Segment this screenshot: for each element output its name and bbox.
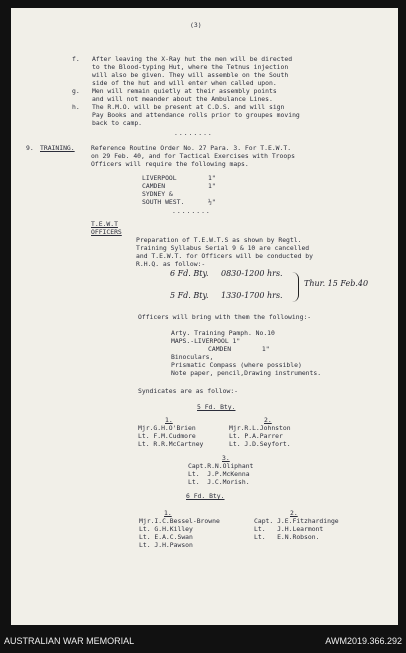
syndicate-member: Lt. J.D.Seyfort. (229, 440, 291, 448)
map-scale: ½" (208, 198, 216, 206)
tewt-line-3: and T.E.W.T. for Officers will be conducted by (136, 252, 313, 260)
item-f-label: f. (72, 55, 80, 63)
item-g-label: g. (72, 87, 80, 95)
syndicate-member: Lt. F.M.Cudmore (138, 432, 196, 440)
archive-footer (0, 627, 406, 653)
item-h-line-1: The R.M.O. will be present at C.D.S. and will sign (92, 103, 285, 111)
syndicate-member: Lt. J.C.Morish. (188, 478, 250, 486)
training-line-3: Officers will require the following maps. (91, 160, 249, 168)
bring-intro: Officers will bring with them the following:- (138, 313, 312, 321)
map-name: LIVERPOOL (142, 174, 177, 182)
syndicate-number: 2. (290, 509, 298, 517)
syndicate-member: Lt. G.H.Killey (139, 525, 193, 533)
item-f-line-4: side of the hut and will enter when called upon. (92, 79, 277, 87)
tewt-subheading: OFFICERS (91, 228, 122, 236)
section-divider: ........ (172, 207, 211, 215)
training-line-2: on 29 Feb. 40, and for Tactical Exercises with Troops (91, 152, 295, 160)
syndicate-number: 2. (264, 416, 272, 424)
training-heading: TRAINING. (40, 144, 75, 152)
bring-item: Binoculars, (171, 353, 214, 361)
schedule-time: 0830-1200 hrs. (221, 269, 283, 278)
schedule-brace (292, 272, 299, 302)
item-h-label: h. (72, 103, 80, 111)
battery-6-heading: 6 Fd. Bty. (186, 492, 225, 500)
item-g-line-2: and will not meander about the Ambulance Lines. (92, 95, 273, 103)
syndicate-member: Mjr.G.H.O'Brien (138, 424, 196, 432)
item-f-line-3: will also be given. They will assemble on the South (92, 71, 289, 79)
schedule-battery: 5 Fd. Bty. (170, 291, 209, 300)
footer-accession-number: AWM2019.366.292 (325, 636, 402, 646)
tewt-heading: T.E.W.T (91, 220, 118, 228)
syndicate-member: Mjr.I.C.Bessel-Browne (139, 517, 220, 525)
schedule-battery: 6 Fd. Bty. (170, 269, 209, 278)
syndicate-number: 1. (165, 416, 173, 424)
syndicate-number: 1. (164, 509, 172, 517)
item-g-line-1: Men will remain quietly at their assembly points (92, 87, 277, 95)
item-h-line-3: back to camp. (92, 119, 143, 127)
syndicate-member: Lt. J.H.Pawson (139, 541, 193, 549)
document-page (11, 8, 398, 625)
map-scale: 1" (208, 174, 216, 182)
battery-5-heading: 5 Fd. Bty. (197, 403, 236, 411)
map-scale: 1" (208, 182, 216, 190)
schedule-time: 1330-1700 hrs. (221, 291, 283, 300)
page-number: (3) (190, 21, 202, 29)
syndicate-member: Lt. J.H.Learmont (254, 525, 324, 533)
item-h-line-2: Pay Books and attendance rolls prior to groupes moving (92, 111, 300, 119)
syndicate-member: Lt. R.R.McCartney (138, 440, 204, 448)
syndicate-member: Capt.R.N.Oliphant (188, 462, 254, 470)
syndicate-member: Mjr.R.L.Johnston (229, 424, 291, 432)
syndicate-number: 3. (222, 454, 230, 462)
map-name: SOUTH WEST. (142, 198, 185, 206)
map-name: SYDNEY & (142, 190, 173, 198)
bring-item: Prismatic Compass (where possible) (171, 361, 302, 369)
bring-item: MAPS.-LIVERPOOL 1" (171, 337, 241, 345)
footer-institution: AUSTRALIAN WAR MEMORIAL (4, 636, 135, 646)
bring-item: Arty. Training Pamph. No.10 (171, 329, 275, 337)
syndicate-member: Capt. J.E.Fitzhardinge (254, 517, 339, 525)
training-line-1: Reference Routine Order No. 27 Para. 3. For T.E.W.T. (91, 144, 292, 152)
bring-item: CAMDEN 1" (208, 345, 270, 353)
map-name: CAMDEN (142, 182, 166, 190)
syndicate-member: Lt. J.P.McKenna (188, 470, 250, 478)
section-divider: ........ (174, 129, 213, 137)
syndicate-member: Lt. E.A.C.Swan (139, 533, 193, 541)
bring-item: Note paper, pencil,Drawing instruments. (171, 369, 322, 377)
syndicates-intro: Syndicates are as follow:- (138, 387, 239, 395)
tewt-line-2: Training Syllabus Serial 9 & 10 are cancelled (136, 244, 310, 252)
syndicate-member: Lt. E.N.Robson. (254, 533, 320, 541)
syndicate-member: Lt. P.A.Parrer (229, 432, 283, 440)
item-f-line-2: to the Blood-typing Hut, where the Tetnus injection (92, 63, 289, 71)
item-f-line-1: After leaving the X-Ray hut the men will be directed (92, 55, 293, 63)
section-number: 9. (26, 144, 34, 152)
schedule-date: Thur. 15 Feb.40 (304, 279, 369, 288)
tewt-line-1: Preparation of T.E.W.T.S as shown by Regtl. (136, 236, 302, 244)
tewt-line-4: R.H.Q. as follow:- (136, 260, 206, 268)
